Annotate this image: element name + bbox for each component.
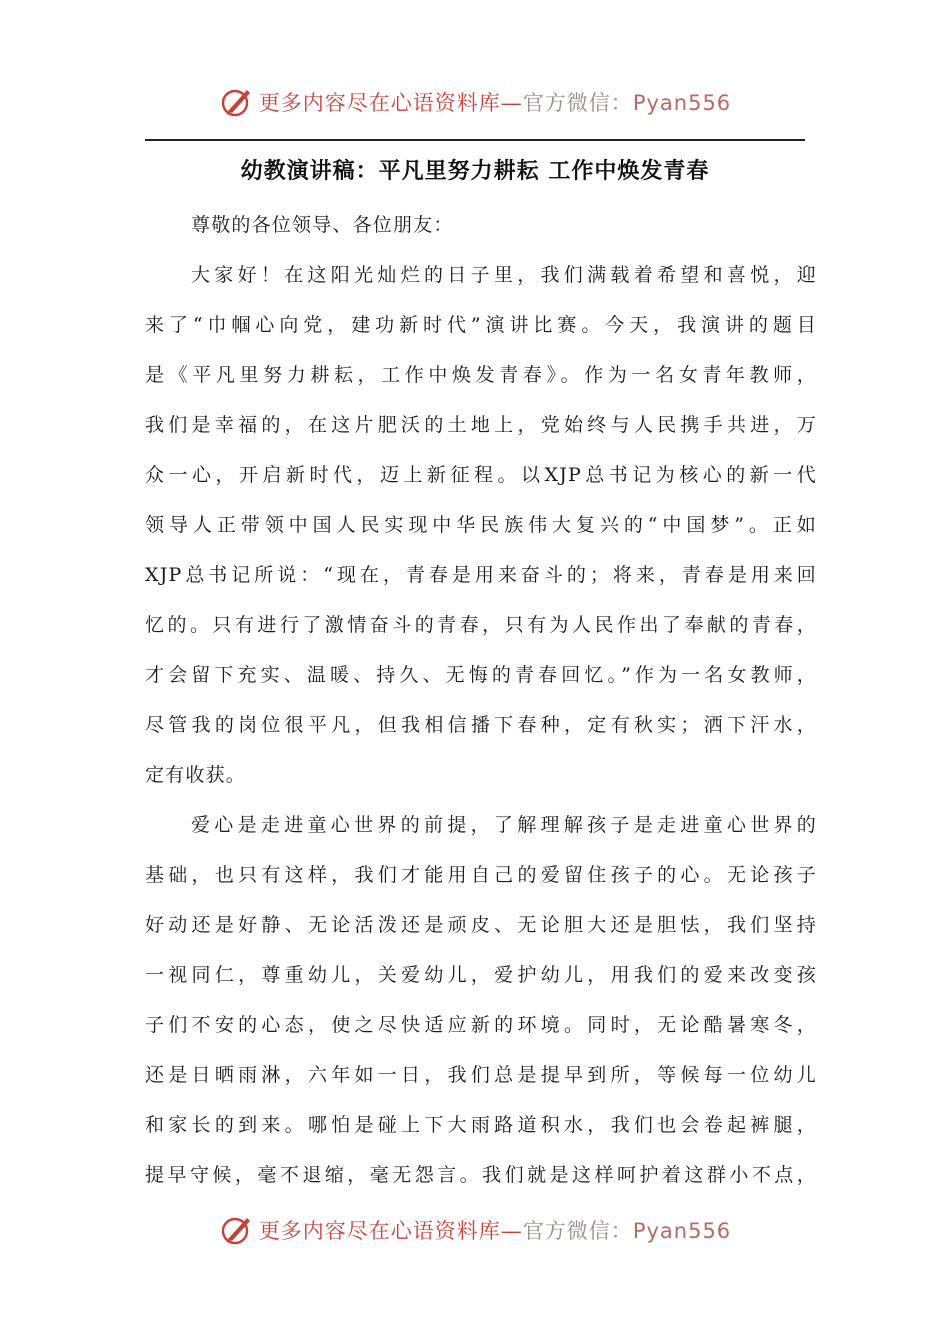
body-line: 基础，也只有这样，我们才能用自己的爱留住孩子的心。无论孩子 <box>145 864 817 886</box>
body-line: 好动还是好静、无论活泼还是顽皮、无论胆大还是胆怯，我们坚持 <box>145 914 817 936</box>
body-line: 尽管我的岗位很平凡，但我相信播下春种，定有秋实；洒下汗水， <box>145 714 817 736</box>
footer-banner <box>0 1210 950 1250</box>
body-line: 才会留下充实、温暖、持久、无悔的青春回忆。”作为一名女教师， <box>145 664 817 686</box>
banner-wechat-label: 官方微信： <box>522 91 633 115</box>
body-line: 忆的。只有进行了激情奋斗的青春，只有为人民作出了奉献的青春， <box>145 614 817 636</box>
body-line: 子们不安的心态，使之尽快适应新的环境。同时，无论酷暑寒冬， <box>145 1014 817 1036</box>
body-line: 定有收获。 <box>145 764 247 786</box>
document-title: 幼教演讲稿：平凡里努力耕耘 工作中焕发青春 <box>240 158 710 184</box>
banner-wechat-label: 官方微信： <box>522 1219 633 1243</box>
banner-main: 更多内容尽在心语资料库— <box>258 91 523 115</box>
quill-seal-icon <box>219 1212 255 1248</box>
body-line: 爱心是走进童心世界的前提，了解理解孩子是走进童心世界的 <box>191 814 817 836</box>
body-line: 一视同仁，尊重幼儿，关爱幼儿，爱护幼儿，用我们的爱来改变孩 <box>145 964 817 986</box>
body-line: 领导人正带领中国人民实现中华民族伟大复兴的“中国梦”。正如 <box>145 514 817 536</box>
document-body <box>145 200 817 1200</box>
banner-wechat-id: Pyan556 <box>632 1219 732 1243</box>
body-line: 提早守候，毫不退缩，毫无怨言。我们就是这样呵护着这群小不点， <box>145 1164 817 1186</box>
quill-seal-icon <box>219 84 255 120</box>
header-divider <box>145 139 805 141</box>
body-line: 和家长的到来。哪怕是碰上下大雨路道积水，我们也会卷起裤腿， <box>145 1114 817 1136</box>
banner-text <box>259 1215 731 1245</box>
banner-text <box>259 87 731 117</box>
body-line: 大家好！在这阳光灿烂的日子里，我们满载着希望和喜悦，迎 <box>191 264 817 286</box>
body-line: XJP总书记所说：“现在，青春是用来奋斗的；将来，青春是用来回 <box>145 564 817 586</box>
body-line: 还是日晒雨淋，六年如一日，我们总是提早到所，等候每一位幼儿 <box>145 1064 817 1086</box>
body-line: 是《平凡里努力耕耘，工作中焕发青春》。作为一名女青年教师， <box>145 364 817 386</box>
body-line: 尊敬的各位领导、各位朋友： <box>191 214 454 236</box>
body-line: 众一心，开启新时代，迈上新征程。以XJP总书记为核心的新一代 <box>145 464 817 486</box>
body-line: 我们是幸福的，在这片肥沃的土地上，党始终与人民携手共进，万 <box>145 414 817 436</box>
body-line: 来了“巾帼心向党，建功新时代”演讲比赛。今天，我演讲的题目 <box>145 314 817 336</box>
banner-wechat-id: Pyan556 <box>632 91 732 115</box>
header-banner <box>0 82 950 122</box>
banner-main: 更多内容尽在心语资料库— <box>258 1219 523 1243</box>
